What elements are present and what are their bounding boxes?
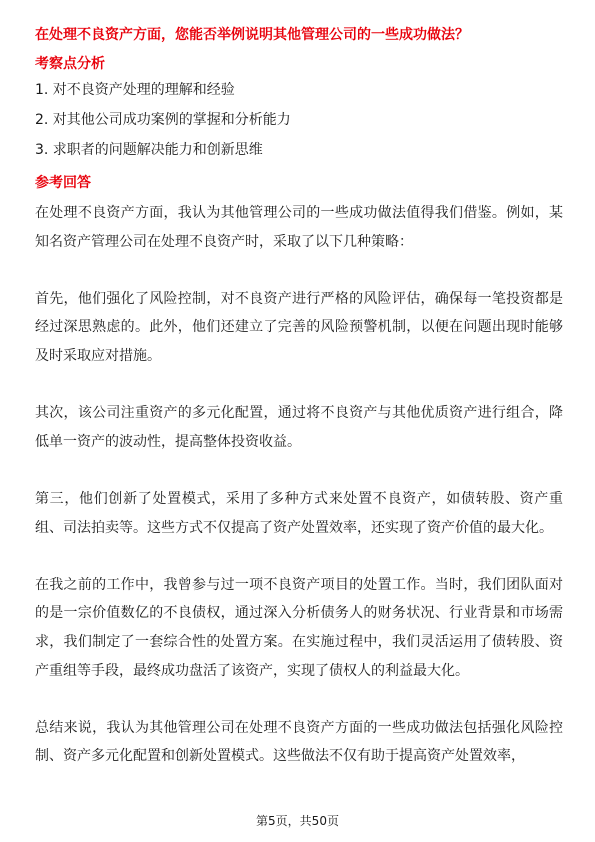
answer-paragraph-intro: 在处理不良资产方面，我认为其他管理公司的一些成功做法值得我们借鉴。例如，某知名资产管理公司在处理不良资产时，采取了以下几种策略： (35, 205, 563, 250)
answer-paragraph-first: 首先，他们强化了风险控制，对不良资产进行严格的风险评估，确保每一笔投资都是经过深思熟虑的。此外，他们还建立了完善的风险预警机制，以便在问题出现时能够及时采取应对措施。 (35, 290, 563, 364)
analysis-section-title: 考察点分析 (35, 56, 105, 72)
analysis-point-1: 1. 对不良资产处理的理解和经验 (35, 82, 235, 98)
analysis-point-2: 2. 对其他公司成功案例的掌握和分析能力 (35, 112, 291, 128)
page-number-footer: 第5页，共50页 (256, 814, 339, 828)
question-heading: 在处理不良资产方面，您能否举例说明其他管理公司的一些成功做法？ (35, 27, 469, 43)
analysis-point-3: 3. 求职者的问题解决能力和创新思维 (35, 142, 263, 158)
answer-paragraph-second: 其次，该公司注重资产的多元化配置，通过将不良资产与其他优质资产进行组合，降低单一资产的波动性，提高整体投资收益。 (35, 405, 563, 450)
answer-paragraph-third: 第三，他们创新了处置模式，采用了多种方式来处置不良资产，如债转股、资产重组、司法拍卖等。这些方式不仅提高了资产处置效率，还实现了资产价值的最大化。 (35, 490, 563, 536)
reference-section-title: 参考回答 (35, 175, 91, 191)
answer-paragraph-summary: 总结来说，我认为其他管理公司在处理不良资产方面的一些成功做法包括强化风险控制、资产多元化配置和创新处置模式。这些做法不仅有助于提高资产处置效率， (35, 719, 563, 765)
reference-answer-body (35, 199, 563, 771)
answer-paragraph-experience: 在我之前的工作中，我曾参与过一项不良资产项目的处置工作。当时，我们团队面对的是一宗价值数亿的不良债权，通过深入分析债务人的财务状况、行业背景和市场需求，我们制定了一套综合性的处置方案。在实施过程中，我们灵活运用了债转股、资产重组等手段，最终成功盘活了该资产，实现了债权人的利益最大化。 (35, 576, 563, 679)
